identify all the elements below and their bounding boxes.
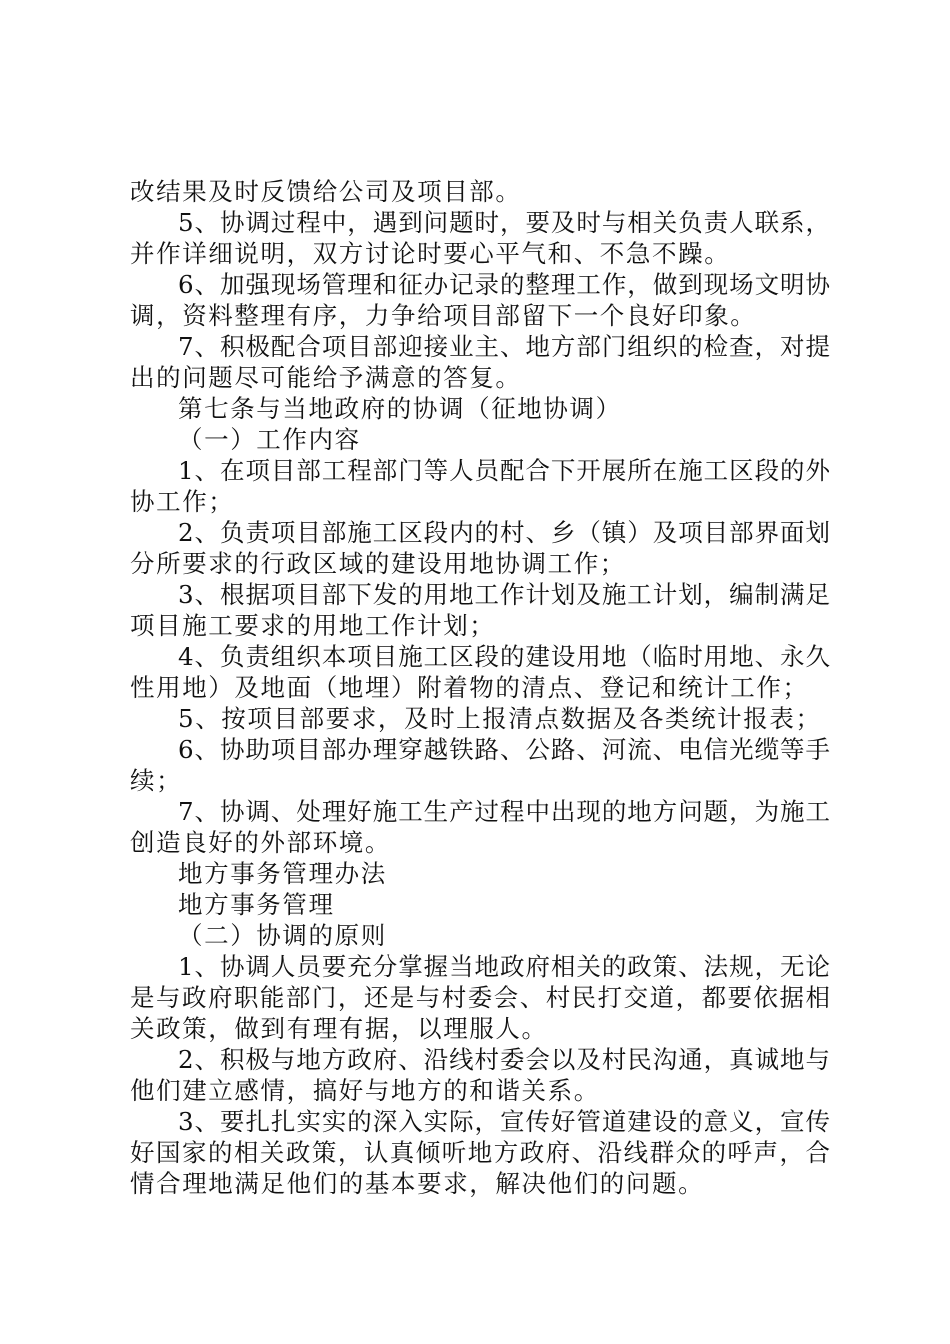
text-line: 关政策，做到有理有据，以理服人。 (130, 1014, 548, 1043)
text-line: 1、在项目部工程部门等人员配合下开展所在施工区段的外 (178, 456, 830, 485)
text-line: 6、协助项目部办理穿越铁路、公路、河流、电信光缆等手 (178, 735, 830, 764)
subsection-heading: （二）协调的原则 (178, 921, 387, 950)
text-line: 1、协调人员要充分掌握当地政府相关的政策、法规，无论 (178, 952, 830, 981)
subsection-heading: （一）工作内容 (178, 425, 361, 454)
text-line: 续； (130, 766, 183, 795)
text-line: 性用地）及地面（地埋）附着物的清点、登记和统计工作； (130, 673, 809, 702)
text-line: 2、积极与地方政府、沿线村委会以及村民沟通，真诚地与 (178, 1045, 830, 1074)
text-line: 出的问题尽可能给予满意的答复。 (130, 363, 522, 392)
text-line: 创造良好的外部环境。 (130, 828, 391, 857)
text-line: 3、根据项目部下发的用地工作计划及施工计划，编制满足 (178, 580, 830, 609)
text-line: 分所要求的行政区域的建设用地协调工作； (130, 549, 626, 578)
text-line: 4、负责组织本项目施工区段的建设用地（临时用地、永久 (178, 642, 830, 671)
text-line: 改结果及时反馈给公司及项目部。 (130, 177, 522, 206)
text-line: 7、协调、处理好施工生产过程中出现的地方问题，为施工 (178, 797, 830, 826)
text-line: 调，资料整理有序，力争给项目部留下一个良好印象。 (130, 301, 757, 330)
text-line: 地方事务管理办法 (178, 859, 387, 888)
text-line: 他们建立感情，搞好与地方的和谐关系。 (130, 1076, 600, 1105)
text-line: 3、要扎扎实实的深入实际，宣传好管道建设的意义，宣传 (178, 1107, 830, 1136)
text-line: 5、按项目部要求，及时上报清点数据及各类统计报表； (178, 704, 822, 733)
text-line: 地方事务管理 (178, 890, 335, 919)
text-line: 并作详细说明，双方讨论时要心平气和、不急不躁。 (130, 239, 731, 268)
text-line: 好国家的相关政策，认真倾听地方政府、沿线群众的呼声，合 (130, 1138, 830, 1167)
text-line: 项目施工要求的用地工作计划； (130, 611, 496, 640)
section-heading: 第七条与当地政府的协调（征地协调） (178, 394, 622, 423)
text-line: 7、积极配合项目部迎接业主、地方部门组织的检查，对提 (178, 332, 830, 361)
text-line: 情合理地满足他们的基本要求，解决他们的问题。 (130, 1169, 705, 1198)
text-line: 协工作； (130, 487, 235, 516)
text-line: 6、加强现场管理和征办记录的整理工作，做到现场文明协 (178, 270, 830, 299)
text-line: 是与政府职能部门，还是与村委会、村民打交道，都要依据相 (130, 983, 830, 1012)
text-line: 2、负责项目部施工区段内的村、乡（镇）及项目部界面划 (178, 518, 830, 547)
text-line: 5、协调过程中，遇到问题时，要及时与相关负责人联系， (178, 208, 830, 237)
